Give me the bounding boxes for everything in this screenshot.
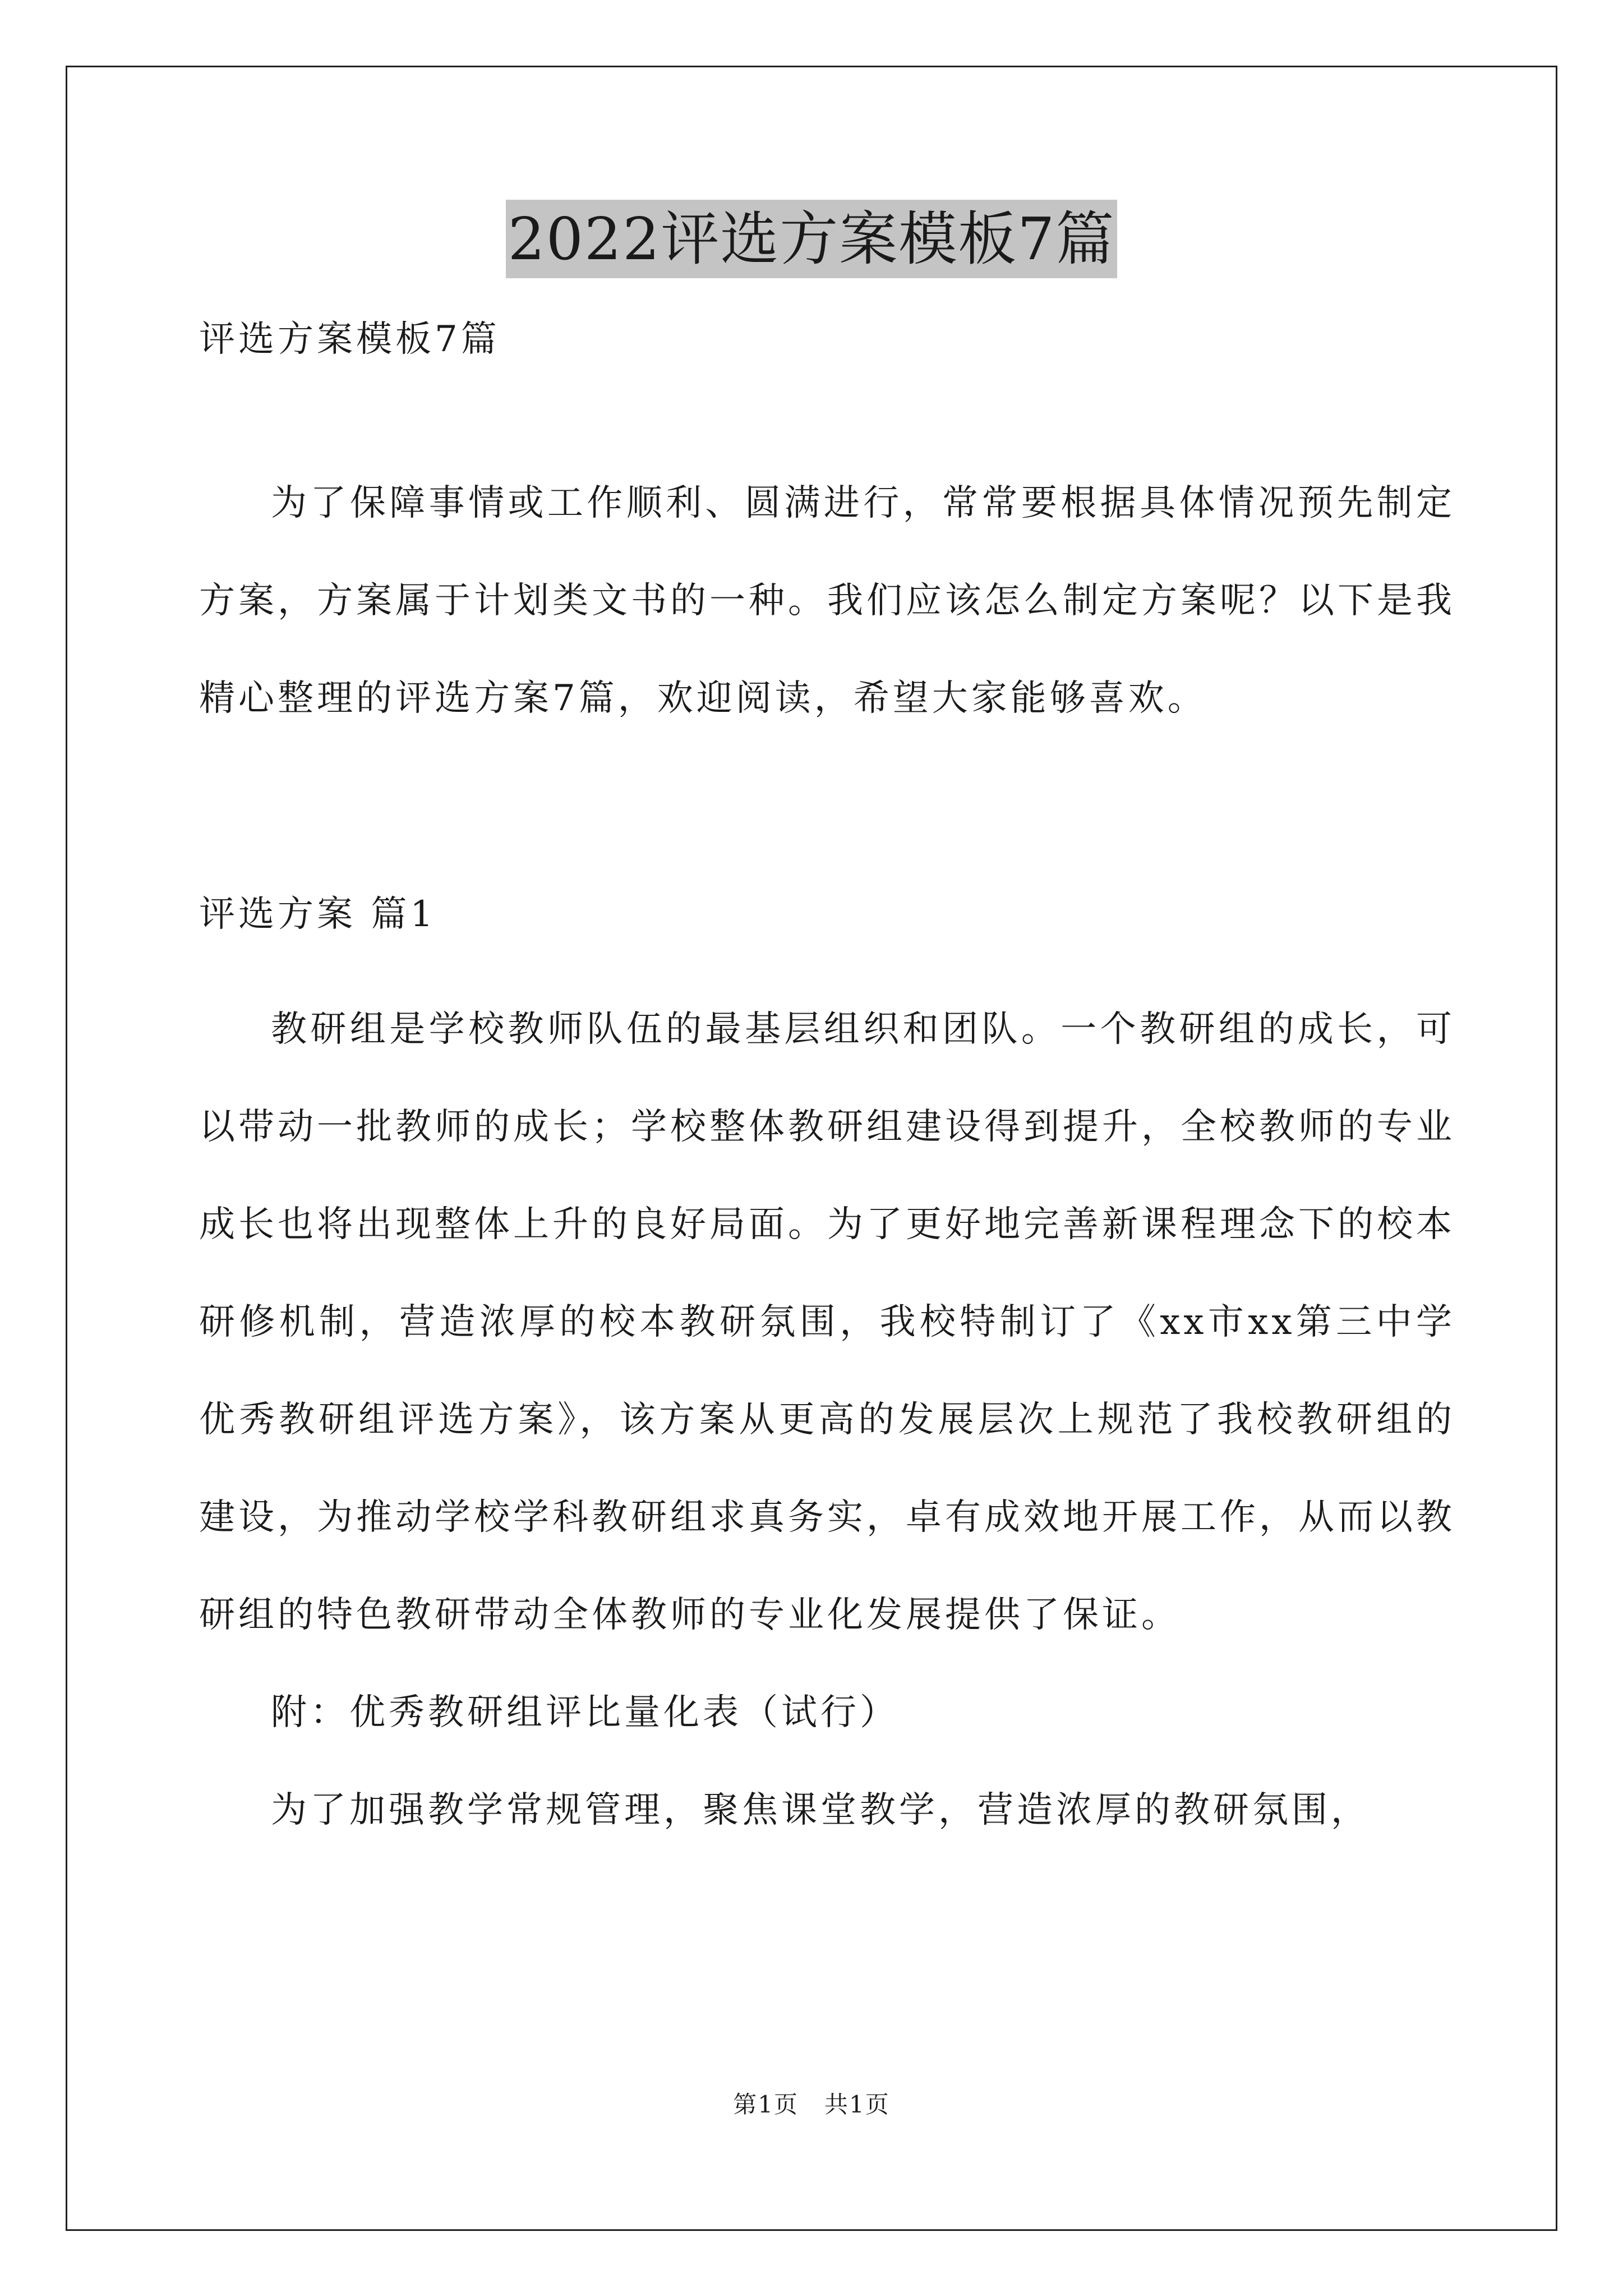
page-number-current: 第1页 [733,2091,799,2118]
document-title: 2022评选方案模板7篇 [506,200,1118,278]
page-number-total: 共1页 [824,2091,890,2118]
intro-section [199,454,1455,747]
appendix-line: 附：优秀教研组评比量化表（试行） [271,1692,899,1733]
page-footer [0,2088,1623,2122]
section-body [199,981,1455,1859]
document-subtitle: 评选方案模板7篇 [199,319,500,360]
body-paragraph: 为了加强教学常规管理，聚焦课堂教学，营造浓厚的教研氛围， [271,1789,1370,1831]
intro-paragraph: 为了保障事情或工作顺利、圆满进行，常常要根据具体情况预先制定方案，方案属于计划类文书的一种。我们应该怎么制定方案呢？以下是我精心整理的评选方案7篇，欢迎阅读，希望大家能够喜欢。 [199,482,1455,719]
title-container [0,200,1623,278]
body-paragraph: 教研组是学校教师队伍的最基层组织和团队。一个教研组的成长，可以带动一批教师的成长；学校整体教研组建设得到提升，全校教师的专业成长也将出现整体上升的良好局面。为了更好地完善新课程理念下的校本研修机制，营造浓厚的校本教研氛围，我校特制订了《xx市xx第三中学优秀教研组评选方案》，该方案从更高的发展层次上规范了我校教研组的建设，为推动学校学科教研组求真务实，卓有成效地开展工作，从而以教研组的特色教研带动全体教师的专业化发展提供了保证。 [199,1009,1455,1636]
section-heading: 评选方案 篇1 [199,894,437,935]
